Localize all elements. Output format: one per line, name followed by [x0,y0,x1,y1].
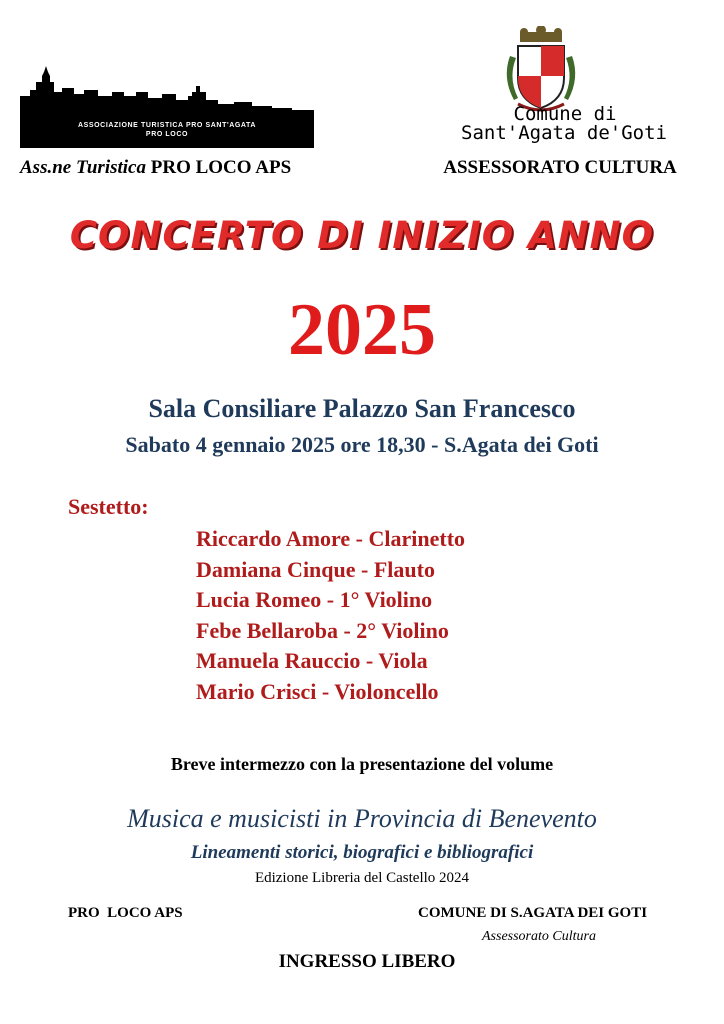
free-admission: INGRESSO LIBERO [278,951,456,972]
logo-text [20,121,314,139]
comune-logo-line1: Comune di [513,103,617,125]
assessorato-caption: ASSESSORATO CULTURA [443,157,677,178]
event-datetime: Sabato 4 gennaio 2025 ore 18,30 - S.Agata dei Goti [125,432,599,457]
logo-text-line2: PRO LOCO [145,131,189,138]
musician-item: Lucia Romeo - 1° Violino [196,587,433,612]
musician-item: Manuela Rauccio - Viola [196,648,428,673]
musician-item: Mario Crisci - Violoncello [196,678,439,704]
footer-assessorato: Assessorato Cultura [482,929,596,944]
event-year: 2025 [288,289,436,371]
book-edition: Edizione Libreria del Castello 2024 [254,870,470,886]
book-subtitle: Lineamenti storici, biografici e bibliografici [190,842,534,863]
event-venue: Sala Consiliare Palazzo San Francesco [148,394,576,423]
event-title: CONCERTO DI INIZIO ANNO [69,214,655,257]
pro-loco-caption-bold: PRO LOCO APS [150,157,292,178]
pro-loco-logo [20,62,314,148]
musician-item: Febe Bellaroba - 2° Violino [196,617,449,643]
ensemble-label: Sestetto: [68,494,149,519]
logo-text-line1: ASSOCIAZIONE TURISTICA PRO SANT'AGATA [77,122,257,129]
pro-loco-caption [20,157,350,179]
musician-item: Riccardo Amore - Clarinetto [196,526,466,551]
comune-logo-line2: Sant'Agata de'Goti [461,122,667,144]
town-skyline-icon [20,62,314,122]
musician-item: Damiana Cinque - Flauto [196,556,435,582]
footer-comune: COMUNE DI S.AGATA DEI GOTI [418,905,648,921]
pro-loco-caption-italic: Ass.ne Turistica [20,157,146,178]
footer-pro-loco: PRO LOCO APS [68,905,183,921]
book-title: Musica e musicisti in Provincia di Benevento [127,804,597,833]
musician-list [196,524,465,707]
intermezzo-text: Breve intermezzo con la presentazione del volume [170,754,554,774]
